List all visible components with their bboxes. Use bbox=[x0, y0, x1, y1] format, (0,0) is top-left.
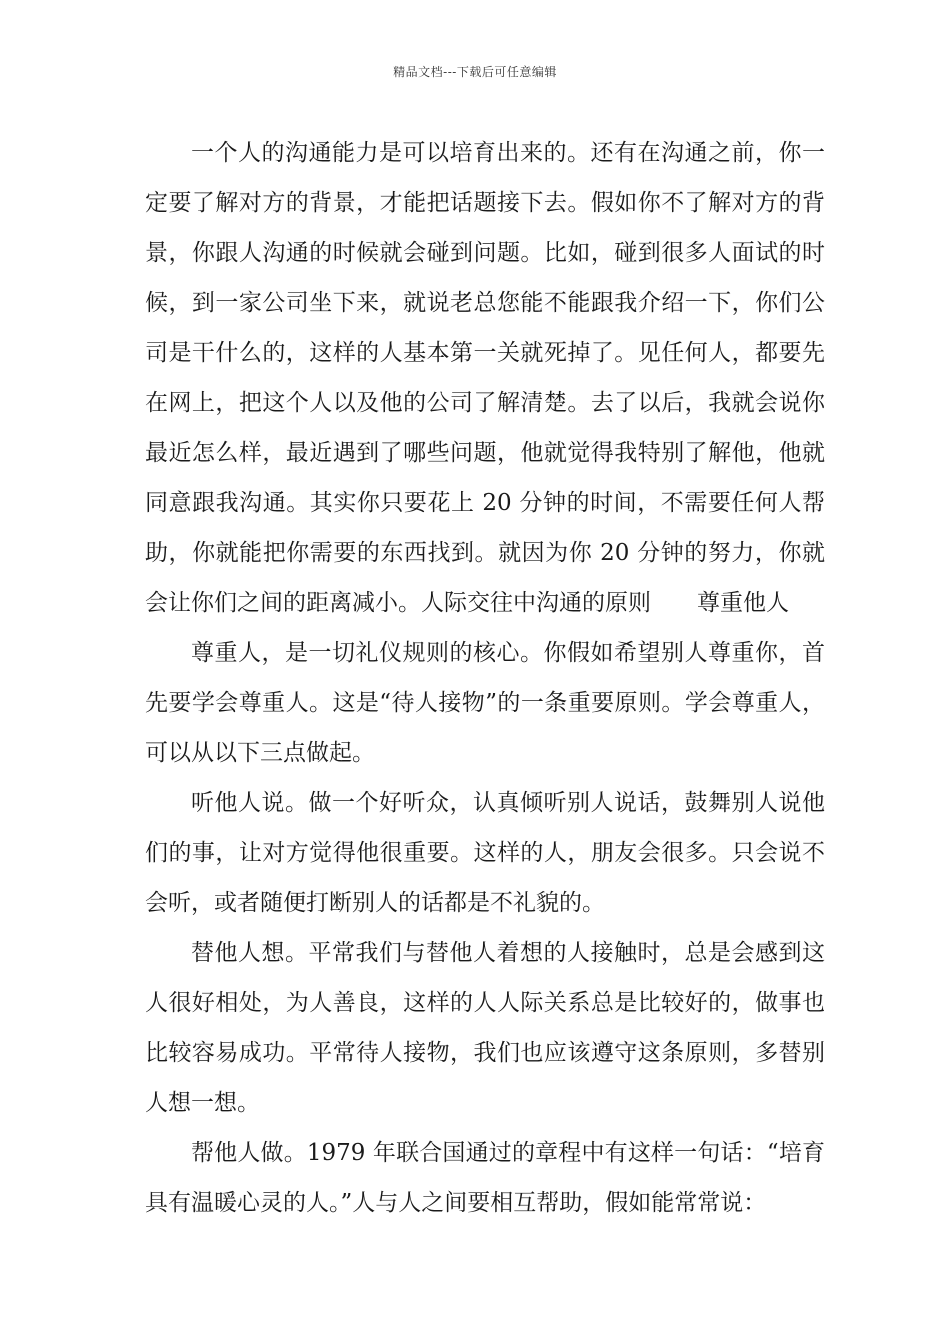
paragraph-respect: 尊重人，是一切礼仪规则的核心。你假如希望别人尊重你，首先要学会尊重人。这是“待人接物”的一条重要原则。学会尊重人，可以从以下三点做起。 bbox=[145, 640, 825, 766]
paragraph-think-for-others: 替他人想。平常我们与替他人着想的人接触时，总是会感到这人很好相处，为人善良，这样的人人际关系总是比较好的，做事也比较容易成功。平常待人接物，我们也应该遵守这条原则，多替别人想一想。 bbox=[145, 940, 825, 1116]
page-header: 精品文档---下载后可任意编辑 bbox=[393, 65, 557, 79]
paragraph-listen: 听他人说。做一个好听众，认真倾听别人说话，鼓舞别人说他们的事，让对方觉得他很重要。这样的人，朋友会很多。只会说不会听，或者随便打断别人的话都是不礼貌的。 bbox=[145, 790, 825, 916]
paragraph-help-others: 帮他人做。1979 年联合国通过的章程中有这样一句话：“培育具有温暖心灵的人。”人与人之间要相互帮助，假如能常常说： bbox=[145, 1140, 825, 1216]
paragraph-communication: 一个人的沟通能力是可以培育出来的。还有在沟通之前，你一定要了解对方的背景，才能把话题接下去。假如你不了解对方的背景，你跟人沟通的时候就会碰到问题。比如，碰到很多人面试的时候，到一家公司坐下来，就说老总您能不能跟我介绍一下，你们公司是干什么的，这样的人基本第一关就死掉了。见任何人，都要先在网上，把这个人以及他的公司了解清楚。去了以后，我就会说你最近怎么样，最近遇到了哪些问题，他就觉得我特别了解他，他就同意跟我沟通。其实你只要花上 20 分钟的时间，不需要任何人帮助，你就能把你需要的东西找到。就因为你 20 分钟的努力，你就会让你们之间的距离减小。人际交往中沟通的原则 尊重他人 bbox=[145, 140, 825, 616]
document-body bbox=[145, 128, 825, 1228]
